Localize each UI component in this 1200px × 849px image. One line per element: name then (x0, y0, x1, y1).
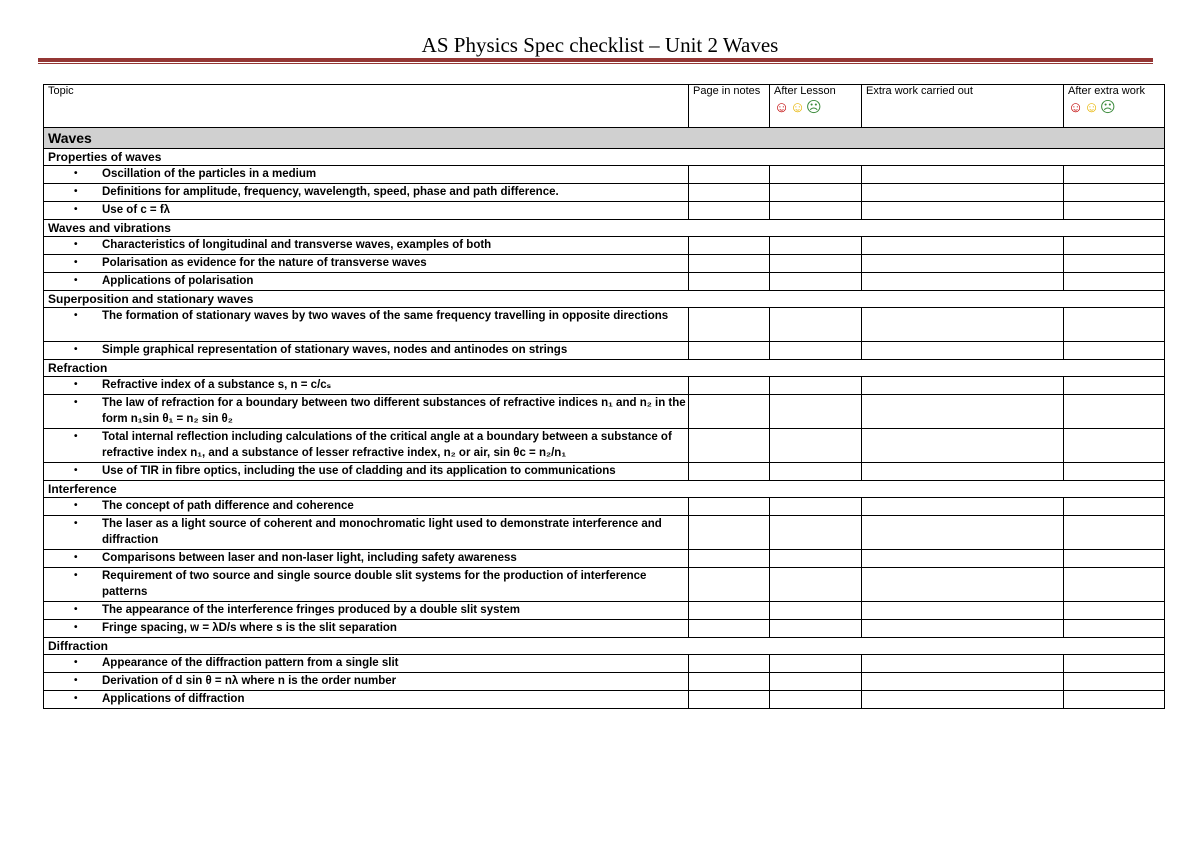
extra-work-cell[interactable] (862, 550, 1064, 568)
subsection-row (44, 638, 1165, 655)
checklist-item-text: Applications of polarisation (102, 275, 254, 287)
header-after-lesson (770, 85, 862, 128)
after-lesson-cell[interactable] (770, 516, 862, 550)
header-after-extra-label: After extra work (1068, 85, 1146, 97)
header-after-extra-work (1064, 85, 1165, 128)
after-extra-cell[interactable] (1064, 655, 1165, 673)
checklist-item-text: The appearance of the interference fringes produced by a double slit system (102, 604, 520, 616)
extra-work-cell[interactable] (862, 377, 1064, 395)
after-extra-cell[interactable] (1064, 673, 1165, 691)
checklist-item-text: Oscillation of the particles in a medium (102, 168, 317, 180)
checklist-row (44, 429, 1165, 463)
bullet-icon: • (74, 344, 78, 355)
page-cell[interactable] (689, 673, 770, 691)
checklist-item-text: The laser as a light source of coherent and monochromatic light used to demonstrate interference and diffraction (102, 518, 662, 546)
extra-work-cell[interactable] (862, 516, 1064, 550)
checklist-item (44, 166, 689, 184)
after-extra-cell[interactable] (1064, 429, 1165, 463)
extra-work-cell[interactable] (862, 255, 1064, 273)
bullet-icon: • (74, 257, 78, 268)
checklist-row (44, 377, 1165, 395)
checklist-item (44, 550, 689, 568)
after-extra-cell[interactable] (1064, 463, 1165, 481)
after-extra-cell[interactable] (1064, 273, 1165, 291)
checklist-item-text: Derivation of d sin θ = nλ where n is the order number (102, 675, 397, 687)
checklist-item (44, 237, 689, 255)
after-lesson-cell[interactable] (770, 691, 862, 709)
after-extra-cell[interactable] (1064, 516, 1165, 550)
checklist-item-text: Appearance of the diffraction pattern from a single slit (102, 657, 399, 669)
after-extra-cell[interactable] (1064, 602, 1165, 620)
after-lesson-cell[interactable] (770, 602, 862, 620)
page-cell[interactable] (689, 377, 770, 395)
section-title: Waves (44, 128, 1165, 149)
header-after-lesson-label: After Lesson (774, 85, 836, 97)
bullet-icon: • (74, 465, 78, 476)
checklist-item (44, 255, 689, 273)
extra-work-cell[interactable] (862, 620, 1064, 638)
subsection-row (44, 149, 1165, 166)
bullet-icon: • (74, 310, 78, 321)
rating-faces (1068, 100, 1164, 115)
checklist-row (44, 568, 1165, 602)
checklist-row (44, 342, 1165, 360)
extra-work-cell[interactable] (862, 602, 1064, 620)
bullet-icon: • (74, 204, 78, 215)
header-page-in-notes: Page in notes (689, 85, 770, 128)
subsection-title: Interference (44, 481, 1165, 498)
checklist-item (44, 184, 689, 202)
checklist-row (44, 255, 1165, 273)
page-cell[interactable] (689, 602, 770, 620)
extra-work-cell[interactable] (862, 655, 1064, 673)
after-lesson-cell[interactable] (770, 498, 862, 516)
checklist-row (44, 620, 1165, 638)
rating-faces (774, 100, 861, 115)
subsection-row (44, 360, 1165, 377)
after-lesson-cell[interactable] (770, 377, 862, 395)
extra-work-cell[interactable] (862, 673, 1064, 691)
after-extra-cell[interactable] (1064, 377, 1165, 395)
after-lesson-cell[interactable] (770, 342, 862, 360)
page-cell[interactable] (689, 691, 770, 709)
checklist-row (44, 237, 1165, 255)
after-extra-cell[interactable] (1064, 255, 1165, 273)
checklist-item-text: Total internal reflection including calculations of the critical angle at a boundary between a substance of refractive index n₁, and a substance of lesser refractive index, n₂ or air, sin θc = n₂/n₁ (102, 431, 672, 459)
bullet-icon: • (74, 518, 78, 529)
after-lesson-cell[interactable] (770, 273, 862, 291)
checklist-row (44, 463, 1165, 481)
checklist-item (44, 463, 689, 481)
checklist-item (44, 342, 689, 360)
after-lesson-cell[interactable] (770, 202, 862, 220)
extra-work-cell[interactable] (862, 691, 1064, 709)
header-row (44, 85, 1165, 128)
after-lesson-cell[interactable] (770, 620, 862, 638)
bullet-icon: • (74, 500, 78, 511)
after-lesson-cell[interactable] (770, 237, 862, 255)
checklist-item (44, 568, 689, 602)
subsection-row (44, 291, 1165, 308)
after-extra-cell[interactable] (1064, 498, 1165, 516)
page-cell[interactable] (689, 237, 770, 255)
checklist-item-text: Polarisation as evidence for the nature of transverse waves (102, 257, 427, 269)
page-cell[interactable] (689, 498, 770, 516)
checklist-row (44, 166, 1165, 184)
smiley-neutral-icon[interactable]: ☺ (1084, 99, 1100, 116)
checklist-item (44, 516, 689, 550)
checklist-row (44, 691, 1165, 709)
after-extra-cell[interactable] (1064, 308, 1165, 342)
bullet-icon: • (74, 397, 78, 408)
after-lesson-cell[interactable] (770, 673, 862, 691)
bullet-icon: • (74, 675, 78, 686)
checklist-item-text: Requirement of two source and single source double slit systems for the production of interference patterns (102, 570, 647, 598)
page-cell[interactable] (689, 620, 770, 638)
checklist-row (44, 184, 1165, 202)
checklist-item-text: Use of c = fλ (102, 204, 171, 216)
section-row (44, 128, 1165, 149)
page-cell[interactable] (689, 202, 770, 220)
smiley-happy-icon[interactable]: ☺ (1068, 99, 1084, 116)
page-cell[interactable] (689, 655, 770, 673)
checklist-item (44, 429, 689, 463)
extra-work-cell[interactable] (862, 273, 1064, 291)
smiley-sad-icon[interactable]: ☹ (806, 99, 822, 116)
page-cell[interactable] (689, 395, 770, 429)
checklist-item-text: Characteristics of longitudinal and transverse waves, examples of both (102, 239, 492, 251)
extra-work-cell[interactable] (862, 342, 1064, 360)
checklist-item (44, 602, 689, 620)
checklist-item-text: Simple graphical representation of stationary waves, nodes and antinodes on strings (102, 344, 568, 356)
checklist-item-text: Refractive index of a substance s, n = c/cₛ (102, 379, 332, 391)
checklist-item (44, 377, 689, 395)
title-underline-thin (38, 63, 1153, 64)
smiley-sad-icon[interactable]: ☹ (1100, 99, 1116, 116)
after-extra-cell[interactable] (1064, 202, 1165, 220)
bullet-icon: • (74, 239, 78, 250)
bullet-icon: • (74, 431, 78, 442)
extra-work-cell[interactable] (862, 395, 1064, 429)
after-lesson-cell[interactable] (770, 184, 862, 202)
after-lesson-cell[interactable] (770, 568, 862, 602)
extra-work-cell[interactable] (862, 237, 1064, 255)
after-extra-cell[interactable] (1064, 166, 1165, 184)
checklist-row (44, 498, 1165, 516)
after-lesson-cell[interactable] (770, 550, 862, 568)
checklist-item (44, 655, 689, 673)
extra-work-cell[interactable] (862, 166, 1064, 184)
checklist-row (44, 273, 1165, 291)
subsection-title: Waves and vibrations (44, 220, 1165, 237)
after-extra-cell[interactable] (1064, 237, 1165, 255)
after-extra-cell[interactable] (1064, 620, 1165, 638)
extra-work-cell[interactable] (862, 202, 1064, 220)
checklist-item (44, 691, 689, 709)
subsection-title: Properties of waves (44, 149, 1165, 166)
checklist-item-text: Applications of diffraction (102, 693, 245, 705)
bullet-icon: • (74, 552, 78, 563)
checklist-item-text: Comparisons between laser and non-laser light, including safety awareness (102, 552, 517, 564)
checklist-item (44, 308, 689, 342)
after-extra-cell[interactable] (1064, 395, 1165, 429)
after-extra-cell[interactable] (1064, 550, 1165, 568)
checklist-item (44, 673, 689, 691)
page-cell[interactable] (689, 184, 770, 202)
extra-work-cell[interactable] (862, 184, 1064, 202)
after-lesson-cell[interactable] (770, 655, 862, 673)
checklist-row (44, 673, 1165, 691)
after-lesson-cell[interactable] (770, 166, 862, 184)
bullet-icon: • (74, 622, 78, 633)
checklist-row (44, 202, 1165, 220)
page-cell[interactable] (689, 308, 770, 342)
after-lesson-cell[interactable] (770, 463, 862, 481)
page-cell[interactable] (689, 166, 770, 184)
after-lesson-cell[interactable] (770, 429, 862, 463)
title-underline (38, 58, 1153, 62)
checklist-item (44, 273, 689, 291)
checklist-row (44, 655, 1165, 673)
checklist-item (44, 620, 689, 638)
checklist-item-text: Definitions for amplitude, frequency, wavelength, speed, phase and path difference. (102, 186, 559, 198)
after-extra-cell[interactable] (1064, 568, 1165, 602)
checklist-item (44, 395, 689, 429)
subsection-title: Superposition and stationary waves (44, 291, 1165, 308)
page-cell[interactable] (689, 342, 770, 360)
header-extra-work: Extra work carried out (862, 85, 1064, 128)
bullet-icon: • (74, 275, 78, 286)
after-lesson-cell[interactable] (770, 395, 862, 429)
after-extra-cell[interactable] (1064, 691, 1165, 709)
checklist-item-text: The law of refraction for a boundary between two different substances of refractive indices n₁ and n₂ in the form n₁sin θ₁ = n₂ sin θ₂ (102, 397, 686, 425)
checklist-row (44, 395, 1165, 429)
extra-work-cell[interactable] (862, 498, 1064, 516)
bullet-icon: • (74, 570, 78, 581)
smiley-happy-icon[interactable]: ☺ (774, 99, 790, 116)
page-cell[interactable] (689, 516, 770, 550)
extra-work-cell[interactable] (862, 463, 1064, 481)
page-cell[interactable] (689, 550, 770, 568)
subsection-row (44, 481, 1165, 498)
checklist-row (44, 602, 1165, 620)
bullet-icon: • (74, 604, 78, 615)
page-cell[interactable] (689, 429, 770, 463)
checklist-item-text: The concept of path difference and coherence (102, 500, 354, 512)
checklist-row (44, 516, 1165, 550)
extra-work-cell[interactable] (862, 429, 1064, 463)
smiley-neutral-icon[interactable]: ☺ (790, 99, 806, 116)
page-cell[interactable] (689, 463, 770, 481)
checklist-item-text: Use of TIR in fibre optics, including the use of cladding and its application to communications (102, 465, 616, 477)
bullet-icon: • (74, 657, 78, 668)
extra-work-cell[interactable] (862, 308, 1064, 342)
subsection-row (44, 220, 1165, 237)
checklist-table (43, 84, 1165, 709)
extra-work-cell[interactable] (862, 568, 1064, 602)
checklist-item-text: Fringe spacing, w = λD/s where s is the slit separation (102, 622, 397, 634)
checklist-item-text: The formation of stationary waves by two waves of the same frequency travelling in opposite directions (102, 310, 669, 322)
page-cell[interactable] (689, 255, 770, 273)
after-lesson-cell[interactable] (770, 308, 862, 342)
bullet-icon: • (74, 168, 78, 179)
checklist-item (44, 202, 689, 220)
after-extra-cell[interactable] (1064, 342, 1165, 360)
bullet-icon: • (74, 186, 78, 197)
subsection-title: Diffraction (44, 638, 1165, 655)
checklist-row (44, 308, 1165, 342)
header-topic: Topic (44, 85, 689, 128)
page-cell[interactable] (689, 568, 770, 602)
after-extra-cell[interactable] (1064, 184, 1165, 202)
page-cell[interactable] (689, 273, 770, 291)
after-lesson-cell[interactable] (770, 255, 862, 273)
checklist-row (44, 550, 1165, 568)
bullet-icon: • (74, 379, 78, 390)
checklist-item (44, 498, 689, 516)
bullet-icon: • (74, 693, 78, 704)
subsection-title: Refraction (44, 360, 1165, 377)
page-title: AS Physics Spec checklist – Unit 2 Waves (421, 33, 779, 57)
